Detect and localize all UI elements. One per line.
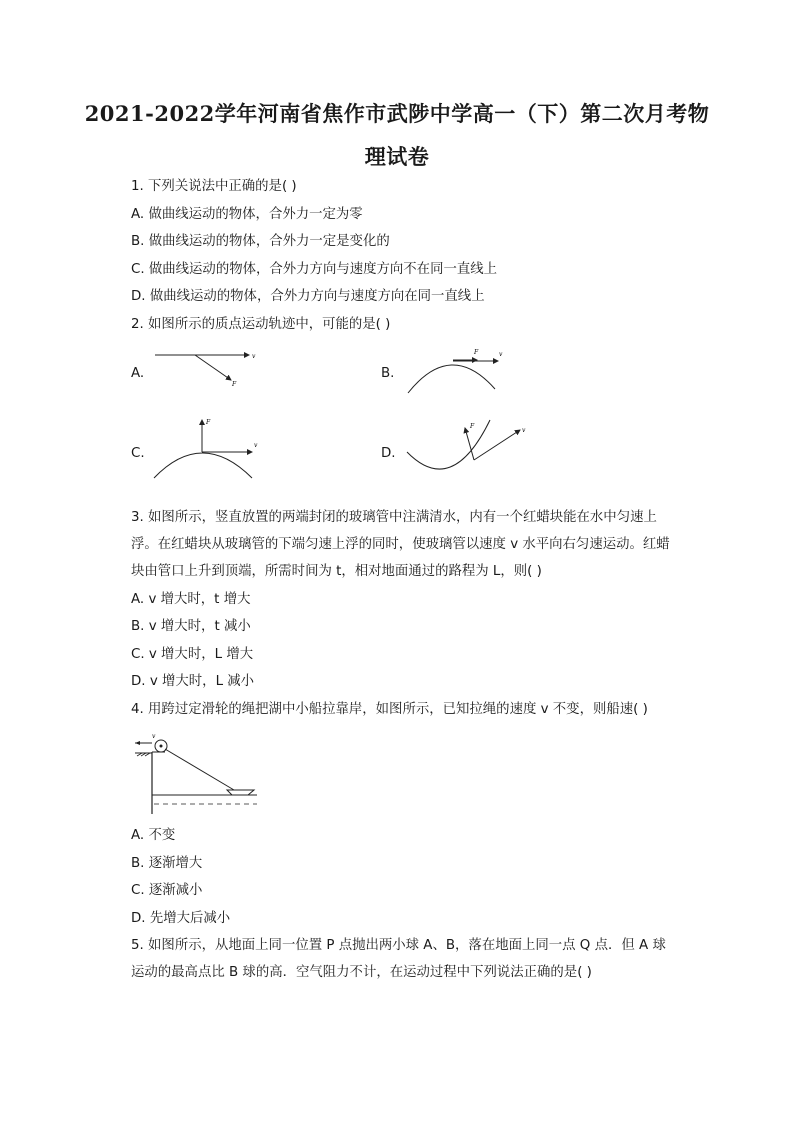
q5-stem-line2: 运动的最高点比 B 球的高．空气阻力不计，在运动过程中下列说法正确的是( ) [131,965,592,980]
q2-label-a: A. [131,366,145,381]
trajectory-arc [154,453,252,478]
exam-title-line2: 理试卷 [364,144,430,169]
q2-diagram-d [402,412,532,482]
q2-diagram-b [403,345,513,395]
q3-option-a: A. v 增大时，t 增大 [131,592,251,607]
v-label: v [522,427,526,434]
q1-option-c: C. 做曲线运动的物体，合外力方向与速度方向不在同一直线上 [131,262,498,277]
v-label: v [252,353,256,360]
pull-arrowhead [135,741,140,745]
q5-stem-line1: 5. 如图所示，从地面上同一位置 P 点抛出两小球 A、B，落在地面上同一点 Q 点．但 A 球 [131,938,666,953]
force-arrow [195,355,231,380]
f-label: F [232,381,237,388]
q1-stem: 1. 下列关说法中正确的是( ) [131,179,297,194]
q3-option-c: C. v 增大时，L 增大 [131,647,254,662]
v-label: v [499,351,503,358]
q4-option-a: A. 不变 [131,828,176,843]
exam-title-line1: 2021-2022学年河南省焦作市武陟中学高一（下）第二次月考物 [84,101,710,126]
q3-option-d: D. v 增大时，L 减小 [131,674,255,689]
pulley-axle [160,745,163,748]
q3-stem-line2: 浮。在红蜡块从玻璃管的下端匀速上浮的同时，使玻璃管以速度 v 水平向右匀速运动。红蜡 [131,537,670,552]
q3-stem-line1: 3. 如图所示，竖直放置的两端封闭的玻璃管中注满清水，内有一个红蜡块能在水中匀速上 [131,510,657,525]
rope [165,749,234,790]
q1-option-b: B. 做曲线运动的物体，合外力一定是变化的 [131,234,390,249]
q4-option-c: C. 逐渐减小 [131,883,203,898]
q4-stem: 4. 用跨过定滑轮的绳把湖中小船拉靠岸，如图所示，已知拉绳的速度 v 不变，则船速( ) [131,702,648,717]
q1-option-a: A. 做曲线运动的物体，合外力一定为零 [131,207,363,222]
q2-stem: 2. 如图所示的质点运动轨迹中，可能的是( ) [131,317,391,332]
q2-label-d: D. [381,446,396,461]
boat [227,790,254,795]
q2-diagram-a [153,348,263,388]
q4-option-d: D. 先增大后减小 [131,911,231,926]
f-label: F [474,349,479,356]
velocity-arrow [474,430,520,460]
f-label: F [470,423,475,430]
q4-pulley-diagram [132,728,262,818]
q2-label-b: B. [381,366,395,381]
trajectory-arc [408,365,495,393]
q2-label-c: C. [131,446,145,461]
v-label: v [254,442,258,449]
v-label: v [152,733,156,740]
q3-stem-line3: 块由管口上升到顶端，所需时间为 t，相对地面通过的路程为 L，则( ) [131,564,542,579]
q3-option-b: B. v 增大时，t 减小 [131,619,251,634]
f-label: F [206,419,211,426]
trajectory-arc [407,420,490,469]
q2-diagram-c [152,412,267,482]
q4-option-b: B. 逐渐增大 [131,856,203,871]
q1-option-d: D. 做曲线运动的物体，合外力方向与速度方向在同一直线上 [131,289,485,304]
